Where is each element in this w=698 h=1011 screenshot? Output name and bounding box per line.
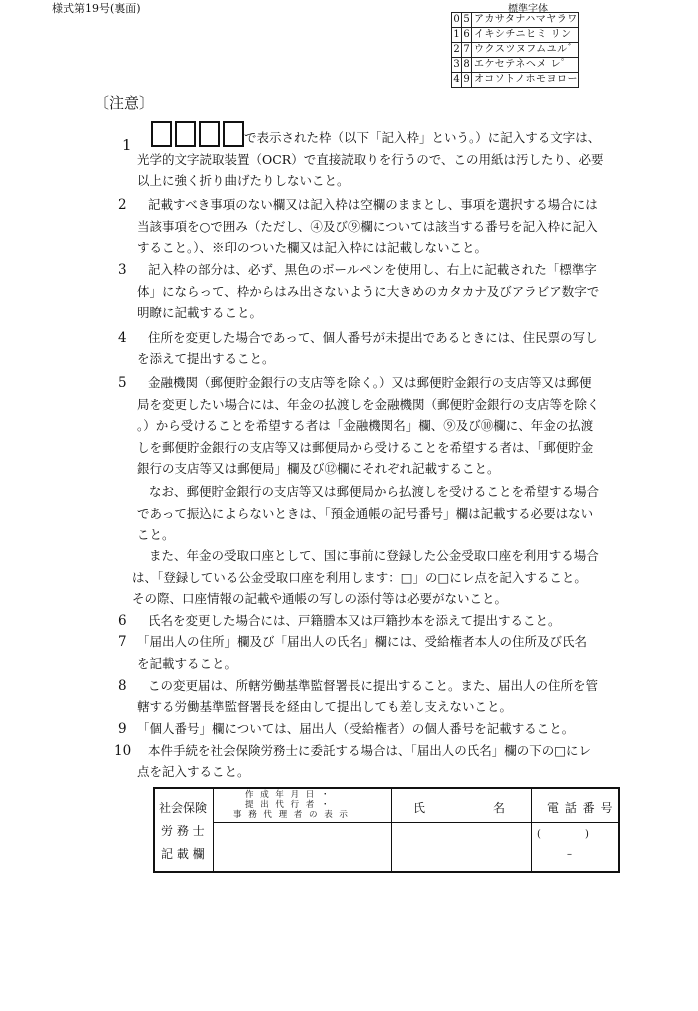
item-line: なお、郵便貯金銀行の支店等又は郵便局から払渡しを受けることを希望する場合 xyxy=(149,484,600,499)
item-number: 5 xyxy=(118,375,127,391)
column-header: 作 成 年 月 日 ・ xyxy=(245,790,332,800)
item-number: 7 xyxy=(118,634,127,650)
item-line: この変更届は、所轄労働基準監督署長に提出すること。また、届出人の住所を管 xyxy=(148,678,599,693)
item-number: 10 xyxy=(114,743,132,759)
item-line: であって振込によらないときは、「預金通帳の記号番号」欄は記載する必要はない xyxy=(137,506,594,521)
item-line: 轄する労働基準監督署長を経由して提出しても差し支えないこと。 xyxy=(137,699,513,714)
column-header: 事 務 代 理 者 の 表 示 xyxy=(233,810,350,820)
item-line: 。）から受けることを希望する者は「金融機関名」欄、⑨及び⑩欄に、年金の払渡 xyxy=(137,418,594,433)
item-number: 2 xyxy=(118,197,127,213)
row-label: 社会保険 xyxy=(159,801,208,815)
item-number: 3 xyxy=(118,262,127,278)
item-line: その際、口座情報の記載や通帳の写しの添付等は必要がないこと。 xyxy=(132,591,508,606)
item-line: 局を変更したい場合には、年金の払渡しを金融機関（郵便貯金銀行の支店等を除く xyxy=(137,397,600,412)
item-number: 8 xyxy=(118,678,127,694)
standard-chars-row: 0 5 アカサタナハマヤラワ xyxy=(452,13,579,28)
row-label: 記 載 欄 xyxy=(161,847,205,861)
form-number: 様式第19号(裏面) xyxy=(52,2,141,15)
standard-chars-row: 2 7 ウクスツヌフムユル゛ xyxy=(452,43,579,58)
item-number: 1 xyxy=(122,136,132,154)
item-line: 明瞭に記載すること。 xyxy=(137,305,263,320)
item-line: また、年金の受取口座として、国に事前に登録した公金受取口座を利用する場合 xyxy=(149,548,599,563)
item-line: 記入枠の部分は、必ず、黒色のボールペンを使用し、右上に記載された「標準字 xyxy=(148,262,597,277)
item-line: 住所を変更した場合であって、個人番号が未提出であるときには、住民票の写し xyxy=(148,330,598,345)
notes-heading: 〔注意〕 xyxy=(94,94,155,112)
item-line: すること。）、※印のついた欄又は記入枠には記載しないこと。 xyxy=(137,240,488,255)
item-line: 「個人番号」欄については、届出人（受給権者）の個人番号を記載すること。 xyxy=(137,721,575,736)
item-line: しを郵便貯金銀行の支店等又は郵便局から受けることを希望する者は、「郵便貯金 xyxy=(137,440,594,455)
phone-paren: ( xyxy=(537,829,541,840)
phone-paren: ) xyxy=(585,829,589,840)
item-line: を添えて提出すること。 xyxy=(137,351,275,366)
standard-chars-row: 1 6 イキシチニヒミ リン xyxy=(452,28,579,43)
item-number: 4 xyxy=(118,330,127,346)
standard-chars-title: 標準字体 xyxy=(508,4,548,15)
item-number: 6 xyxy=(118,613,127,629)
item-line: 記載すべき事項のない欄又は記入枠は空欄のままとし、事項を選択する場合には xyxy=(148,197,598,212)
standard-chars-row: 4 9 オコソトノホモヨロー xyxy=(452,73,579,88)
item-line: を記載すること。 xyxy=(137,656,238,671)
item-line: 銀行の支店等又は郵便局」欄及び⑫欄にそれぞれ記載すること。 xyxy=(137,461,500,476)
item-line: 「届出人の住所」欄及び「届出人の氏名」欄には、受給権者本人の住所及び氏名 xyxy=(137,634,588,649)
item-line: 金融機関（郵便貯金銀行の支店等を除く。）又は郵便貯金銀行の支店等又は郵便 xyxy=(148,375,592,390)
item-line: 体」にならって、枠からはみ出さないように大きめのカタカナ及びアラビア数字で xyxy=(137,284,600,299)
item-line: は、「登録している公金受取口座を利用します：□」の□にレ点を記入すること。 xyxy=(132,570,587,585)
item-line: 氏名を変更した場合には、戸籍謄本又は戸籍抄本を添えて提出すること。 xyxy=(148,613,561,628)
row-label: 労 務 士 xyxy=(161,824,205,838)
column-header: 名 xyxy=(493,801,506,815)
item-line: 当該事項を○で囲み（ただし、④及び⑨欄については該当する番号を記入枠に記入 xyxy=(137,219,598,234)
sharoushi-entry-table xyxy=(153,787,620,873)
item-line: こと。 xyxy=(137,527,175,542)
item-number: 9 xyxy=(118,721,127,737)
item-line: で表示された枠（以下「記入枠」という。）に記入する文字は、 xyxy=(244,130,601,145)
column-header: 提 出 代 行 者 ・ xyxy=(245,800,332,810)
item-line: 点を記入すること。 xyxy=(137,764,250,779)
column-header: 氏 xyxy=(413,801,426,815)
standard-chars-table xyxy=(451,12,579,88)
item-line: 本件手続を社会保険労務士に委託する場合は、「届出人の氏名」欄の下の□にレ xyxy=(148,743,592,758)
phone-dash: – xyxy=(567,849,572,860)
standard-chars-row: 3 8 エケセテネヘメ レ゜ xyxy=(452,58,579,73)
entry-box-sample xyxy=(151,121,244,147)
item-line: 光学的文字読取装置（OCR）で直接読取りを行うので、この用紙は汚したり、必要 xyxy=(137,152,604,167)
item-line: 以上に強く折り曲げたりしないこと。 xyxy=(137,173,350,188)
column-header: 電 話 番 号 xyxy=(547,801,614,815)
